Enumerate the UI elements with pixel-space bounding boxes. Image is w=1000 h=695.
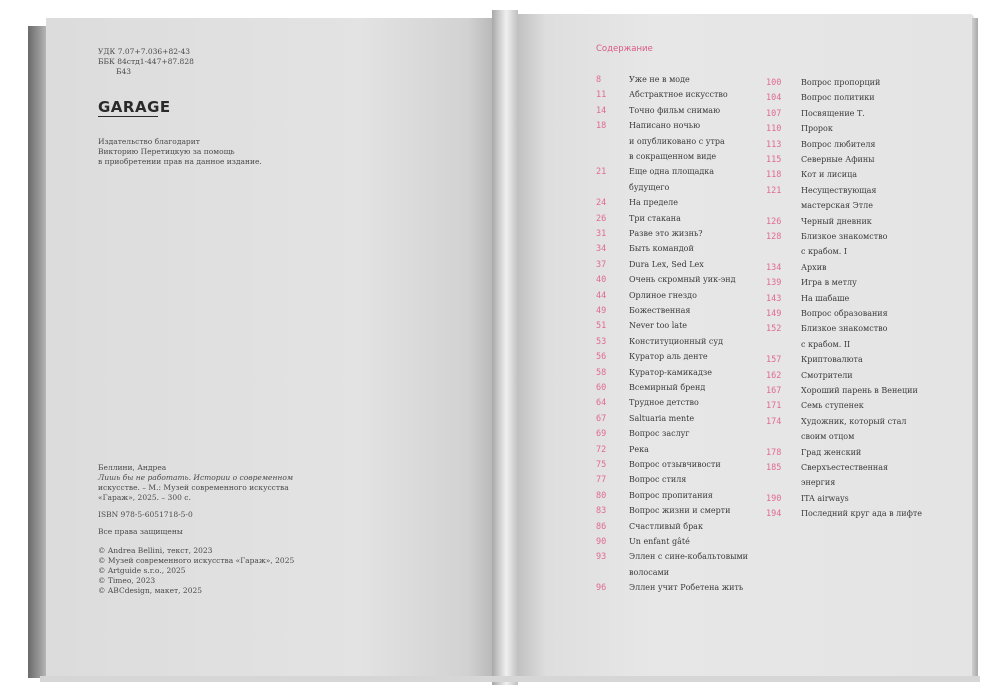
toc-entry-title: Вопрос отзывчивости [629,460,721,469]
toc-entry-title: волосами [629,567,670,577]
toc-page-number: 185 [766,463,782,473]
copyright-line: © Музей современного искусства «Гараж», 2025 [98,556,295,565]
toc-entry-title: Пророк [801,124,833,134]
toc-entry-title: Близкое знакомство [801,324,888,334]
toc-entry-title: На шабаше [801,293,850,303]
book-bottom-edge [40,676,980,682]
copyright-line: © Timeo, 2023 [98,576,156,585]
toc-page-number: 90 [596,537,607,547]
toc-page-number: 118 [766,170,782,181]
biblio-line: «Гараж», 2025. – 300 с. [98,493,191,502]
toc-page-number: 77 [596,475,607,486]
toc-page-number: 121 [766,185,782,196]
toc-page-number: 56 [596,352,607,363]
biblio-line: искусстве. – М.: Музей современного искусства [98,483,289,492]
toc-page-number: 190 [766,493,782,504]
toc-entry-title: Un enfant gâté [629,537,690,546]
toc-page-number: 162 [766,370,782,381]
toc-entry-title: Куратор-камикадзе [629,367,712,377]
toc-entry-title: Вопрос заслуг [629,429,690,439]
toc-entry-title: своим отцом [801,432,855,442]
toc-entry-title: Река [629,444,649,454]
biblio-line: Беллини, Андреа [98,463,167,472]
toc-page-number: 126 [766,216,782,227]
thanks-line: Викторию Перетицкую за помощь [98,147,235,156]
toc-page-number: 115 [766,155,782,165]
toc-entry-title: Архив [801,262,827,272]
toc-entry-title: Криптовалюта [801,355,863,365]
toc-page-number: 194 [766,509,782,520]
book-gutter [492,10,518,685]
toc-entry-title: Dura Lex, Sed Lex [629,259,704,269]
toc-entry-title: На пределе [629,198,678,208]
toc-entry-title: Вопрос стиля [629,475,687,485]
toc-page-number: 49 [596,306,607,316]
toc-entry-title: Эллен учит Робетена жить [629,583,744,593]
toc-entry-title: Быть командой [629,244,694,254]
toc-entry-title: Вопрос политики [801,93,875,103]
garage-logo: GARAGE [98,98,171,116]
toc-entry-title: Вопрос образования [801,309,888,318]
toc-entry-title: Град женский [801,447,862,457]
toc-page-number: 107 [766,108,782,119]
toc-page-number: 93 [596,552,607,563]
toc-page-number: 8 [596,75,602,85]
rights-notice: Все права защищены [98,527,183,536]
biblio-line: Лишь бы не работать. Истории о современном [98,473,294,482]
toc-page-number: 100 [766,78,782,88]
toc-page-number: 152 [766,324,782,335]
toc-entry-title: будущего [629,182,670,192]
toc-entry-title: Еще одна площадка [629,167,715,177]
toc-entry-title: Трудное детство [629,398,699,408]
toc-page-number: 37 [596,259,607,270]
toc-entry-title: Счастливый брак [629,521,703,531]
toc-entry-title: Посвящение Т. [801,108,865,118]
toc-page-number: 24 [596,198,607,209]
toc-entry-title: Кот и лисица [801,170,857,180]
toc-page-number: 26 [596,213,607,224]
toc-page-number: 40 [596,275,607,286]
toc-page-number: 21 [596,167,607,178]
toc-page-number: 110 [766,124,782,135]
toc-entry-title: Очень скромный уик-энд [629,275,736,285]
toc-entry-title: Последний круг ада в лифте [801,509,923,519]
toc-page-number: 104 [766,93,782,104]
toc-entry-title: Игра в метлу [801,278,857,288]
toc-page-number: 53 [596,336,607,347]
toc-entry-title: Орлиное гнездо [629,290,697,300]
toc-page-number: 64 [596,398,607,409]
copyright-line: © Artguide s.r.o., 2025 [98,566,186,575]
toc-entry-title: Несуществующая [801,185,877,195]
toc-page-number: 174 [766,416,782,427]
toc-page-number: 139 [766,278,782,289]
toc-page-number: 67 [596,413,607,424]
isbn: ISBN 978-5-6051718-5-0 [98,510,193,519]
toc-entry-title: Куратор аль денте [629,352,708,362]
toc-page-number: 83 [596,506,607,517]
toc-page-number: 72 [596,444,607,455]
toc-entry-title: Вопрос пропитания [629,490,713,500]
toc-page-number: 157 [766,355,782,366]
right-page [514,14,974,680]
toc-entry-title: Вопрос жизни и смерти [629,506,731,516]
author-code: Б43 [116,67,132,76]
toc-entry-title: Три стакана [629,213,681,223]
toc-page-number: 80 [596,490,607,501]
toc-entry-title: Семь ступенек [801,401,864,411]
toc-entry-title: Абстрактное искусство [629,90,728,100]
toc-page-number: 60 [596,383,607,393]
toc-page-number: 11 [596,90,607,101]
toc-entry-title: ITA airways [801,493,849,503]
toc-entry-title: Хороший парень в Венеции [801,386,918,395]
toc-page-number: 143 [766,293,782,304]
toc-page-number: 34 [596,244,607,255]
toc-entry-title: Разве это жизнь? [629,229,703,238]
toc-page-number: 149 [766,309,782,319]
toc-entry-title: Конституционный суд [629,336,724,346]
toc-page-number: 31 [596,229,607,239]
toc-entry-title: Северные Афины [801,155,875,164]
toc-page-number: 86 [596,521,607,532]
toc-page-number: 171 [766,401,782,412]
toc-entry-title: Смотрители [801,370,853,380]
toc-title: Содержание [596,44,653,54]
toc-entry-title: Черный дневник [801,216,872,226]
logo-underline [98,116,158,117]
udk-code: УДК 7.07+7.036+82-43 [98,47,191,56]
toc-page-number: 44 [596,290,607,301]
book-edge-right [972,18,978,678]
toc-entry-title: Божественная [629,306,691,315]
toc-entry-title: Never too late [629,321,688,331]
toc-page-number: 51 [596,321,607,332]
toc-entry-title: с крабом. II [801,339,851,349]
toc-entry-title: Сверхъестественная [801,463,889,472]
toc-page-number: 167 [766,386,782,396]
toc-entry-title: Эллен с сине-кобальтовыми [629,552,749,562]
toc-entry-title: в сокращенном виде [629,152,717,161]
toc-page-number: 75 [596,460,607,470]
copyright-line: © Andrea Bellini, текст, 2023 [98,546,213,555]
toc-entry-title: энергия [801,478,836,488]
toc-page-number: 69 [596,429,607,440]
toc-entry-title: Написано ночью [629,121,701,131]
toc-page-number: 14 [596,105,607,116]
toc-entry-title: Saltuaria mente [629,413,695,423]
toc-entry-title: мастерская Этле [801,201,873,211]
copyright-line: © ABCdesign, макет, 2025 [98,586,203,595]
toc-page-number: 134 [766,262,782,273]
toc-page-number: 96 [596,583,607,594]
toc-page-number: 58 [596,367,607,378]
toc-entry-title: Вопрос любителя [801,139,876,149]
thanks-line: в приобретении прав на данное издание. [98,157,262,166]
toc-page-number: 178 [766,447,782,458]
toc-entry-title: Уже не в моде [629,75,690,84]
toc-entry-title: Вопрос пропорций [801,78,881,87]
toc-page-number: 128 [766,232,782,242]
toc-entry-title: и опубликовано с утра [629,136,725,146]
toc-entry-title: Всемирный бренд [629,383,706,392]
toc-page-number: 113 [766,139,782,150]
thanks-line: Издательство благодарит [98,137,200,146]
toc-entry-title: Художник, который стал [801,416,907,426]
toc-entry-title: Точно фильм снимаю [629,105,721,115]
toc-entry-title: Близкое знакомство [801,232,888,241]
bbk-code: ББК 84стд1-447+87.828 [98,57,194,66]
toc-page-number: 18 [596,121,607,132]
toc-entry-title: с крабом. I [801,247,848,257]
